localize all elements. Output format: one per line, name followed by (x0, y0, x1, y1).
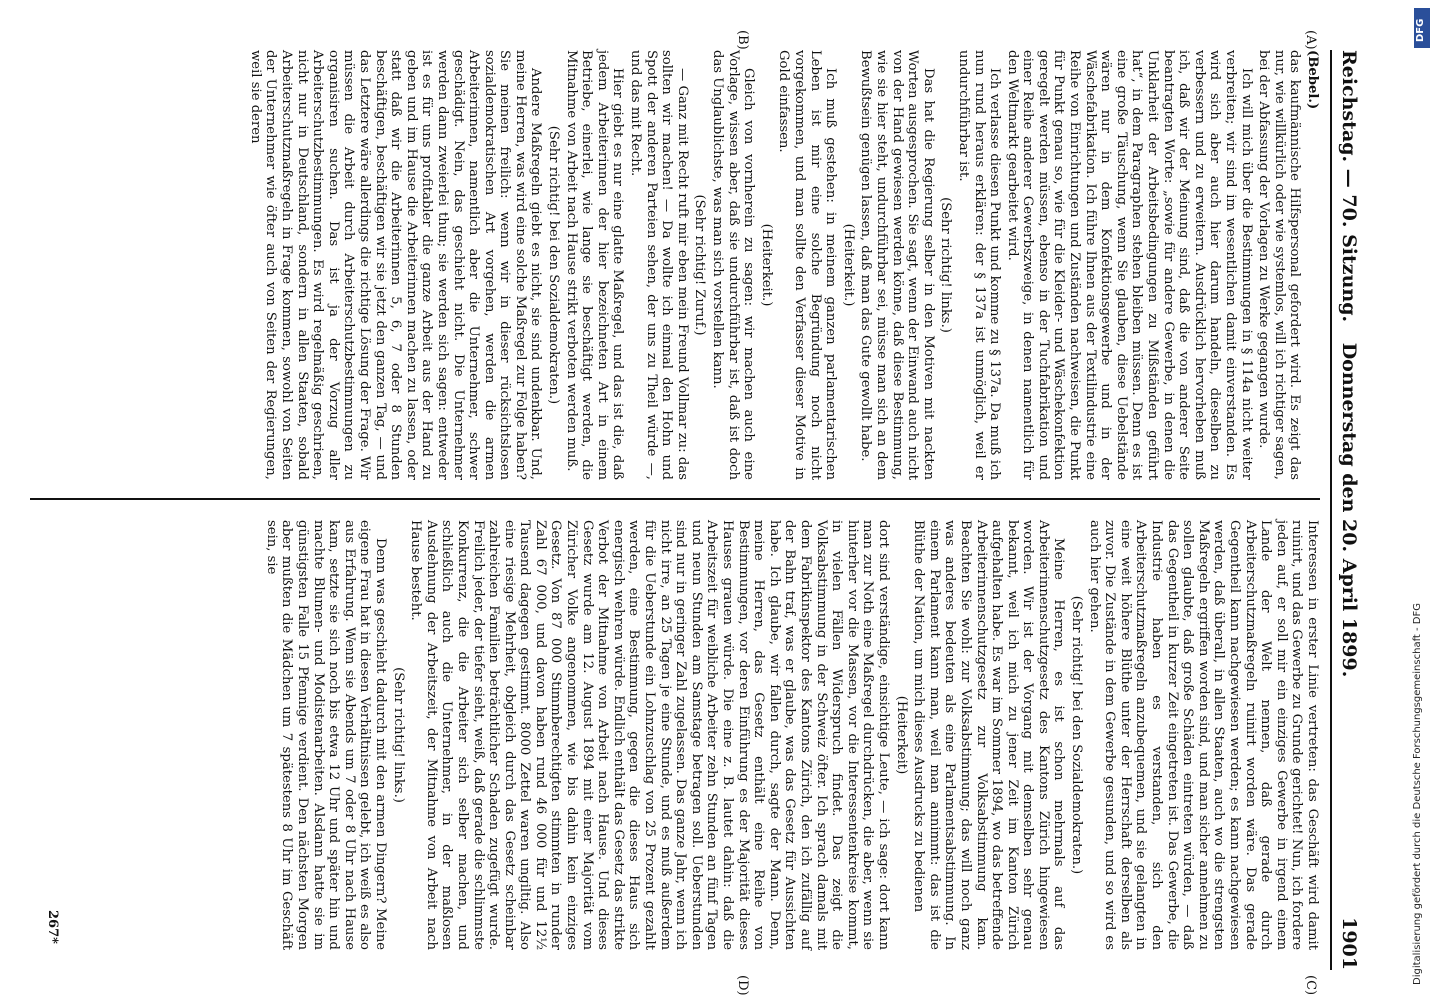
paragraph: Denn was geschieht dadurch mit den armen Dingern? Meine eigene Frau hat in diesen Verhältnissen gelebt, ich weiß es also aus Erfahrung. Wenn sie Abends um 7 oder 8 Uhr nach Hause kam, setzte sie sich noch bis etwa 12 Uhr und später hin und machte Blumen- und Modistenarbeiten. Alsdann hatte sie im günstigsten Falle 15 Pfennige verdient. Den nächsten Morgen aber mußten die Mädchen um 7 spätestens 8 Uhr im Geschäft sein, sie (263, 520, 388, 950)
margin-mark-a: (A) (1303, 30, 1318, 50)
interjection: (Heiterkeit.) (840, 223, 856, 307)
margin-mark-b: (B) (735, 30, 750, 50)
column-divider (30, 498, 1320, 500)
sidebar-credit (1410, 10, 1432, 990)
speaker-label: (Bebel.) (1305, 50, 1320, 110)
interjection: (Sehr richtig! bei den Sozialdemokraten.) (546, 125, 562, 405)
interjection: (Sehr richtig! links.) (390, 667, 406, 803)
paragraph: Ich muß gestehen: in meinem ganzen parlamentarischen Leben ist mir eine solche Begründung noch nicht vorgekommen, und man sollte den Verfasser dieser Motive in Gold einfassen. (776, 50, 839, 480)
dfg-logo-text: DFG (1415, 18, 1426, 42)
text-column-left (245, 50, 1320, 480)
digitization-credit: Digitalisierung gefördert durch die Deutsche Forschungsgemeinschaft - DFG (1412, 602, 1423, 985)
paragraph: Hier giebt es nur eine glatte Maßregel, und das ist die, daß jedem Arbeiterinnen der hier bezeichneten Art in einem Betriebe, einerlei, wie lange sie beschäftigt werden, die Mitnahme von Arbeit nach Hause strikt verboten werden muß. (563, 50, 626, 480)
paragraph: Interessen in erster Linie vertreten: das Geschäft wird damit ruinirt, und das Gewerbe zu Grunde gerichtet! Nun, ich fordere jeden auf, er soll mir ein einziges Gewerbe in irgend einem Lande der Welt nennen, daß gerade durch Arbeiterschutzmaßregeln ruinirt worden wäre. Das gerade Gegentheil kann nachgewiesen werden; es kann nachgewiesen werden, daß überall, in allen Staaten, auch wo die strengsten Maßregeln ergriffen worden sind, und man sicher annehmen zu sollen glaubte, daß große Schäden eintreten würden, — daß das Gegentheil in kurzer Zeit eingetreten ist. Das Gewerbe, die Industrie haben es verstanden, sich den Arbeiterschutzmaßregeln anzubequemen, und sie gelangten in eine weit höhere Blüthe unter der Herrschaft derselben als zuvor. Die Zustände in dem Gewerbe gesunden, und so wird es auch hier gehen. (1086, 520, 1320, 950)
interjection: (Sehr richtig! bei den Sozialdemokraten.) (1069, 595, 1085, 875)
interjection: (Sehr richtig! links.) (938, 197, 954, 333)
interjection: (Heiterkeit.) (758, 223, 774, 307)
header-date: Donnerstag den 20. April 1899. (1338, 342, 1360, 678)
margin-mark-c: (C) (1303, 975, 1318, 996)
header-left: Reichstag. — 70. Sitzung. (1338, 50, 1360, 323)
margin-mark-d: (D) (735, 975, 750, 996)
paragraph: Gleich von vornherein zu sagen: wir machen auch eine Vorlage, wissen aber, daß sie undurchführbar ist, daß ist doch das Unglaublichste, was man sich vorstellen kann. (710, 50, 757, 480)
text-column-right (261, 520, 1320, 950)
footer-mark: 267* (45, 910, 60, 944)
interjection: (Sehr richtig! Zuruf.) (692, 194, 708, 336)
paragraph: Das hat die Regierung selber in den Motiven mit nackten Worten ausgesprochen. Sie sagt, wenn der Einwand auch nicht von der Hand gewiesen werden könne, daß diese Bestimmung, wie sie hier steht, undurchführbar sei, müsse man sich an dem Bewußtsein genügen lassen, daß man das Gute gewollt habe. (858, 50, 936, 480)
header-rule (1330, 50, 1332, 970)
interjection: (Heiterkeit) (893, 695, 909, 775)
paragraph: Ich will mich über die Bestimmungen in § 114a nicht weiter verbreiten; wir sind im wesentlichen damit einverstanden. Es wird sich aber auch hier darum handeln, dieselben zu verbessern und zu erweitern. Ausdrücklich hervorheben muß ich, daß wir der Meinung sind, daß die von anderer Seite beantragten Worte: „sowie für andere Gewerbe, in denen die Unklarheit der Arbeitsbedingungen zu Mißständen geführt hat“, in dem Paragraphen stehen bleiben müssen. Denn es ist eine große Täuschung, wenn Sie glauben, diese Uebelstände wären nur in dem Konfektionsgewerbe und in der Wäschefabrikation. Ich führe Ihnen aus der Textilindustrie eine Reihe von Einrichtungen und Zuständen nachweisen, die Punkt für Punkt genau so, wie für die Kleider- und Wäschekonfektion geregelt werden müssen, ebenso in der Tuchfabrikation und einer Reihe anderer Gewerbszweige, in denen namentlich für den Weltmarkt gearbeitet wird. (1004, 50, 1254, 480)
paragraph: — Ganz mit Recht ruft mir eben mein Freund Vollmar zu: das sollten wir machen! — Da wollte ich einmal den Hohn und Spott der anderen Parteien sehen, der uns zu Theil würde —, und das mit Recht. (628, 50, 690, 480)
paragraph: Andere Maßregeln giebt es nicht, sie sind undenkbar. Und, meine Herren, was wird eine solche Maßregel zur Folge haben? Sie meinen freilich: wenn wir in dieser rücksichtslosen sozialdemokratischen Art vorgehen, werden die armen Arbeiterinnen, namentlich aber die Unternehmer, schwer geschädigt. Nein, das geschieht nicht. Die Unternehmer werden dann zweierlei thun; sie werden sich sagen: entweder ist es für uns profitabler die ganze Arbeit aus der Hand zu geben und im Hause die Arbeiterinnen machen zu lassen, oder statt daß wir die Arbeiterinnen 5, 6, 7 oder 8 Stunden beschäftigen, beschäftigen wir sie jetzt den ganzen Tag, — und das Letztere wäre allerdings die richtige Lösung der Frage. Wir müssen die Arbeit durch Arbeiterschutzbestimmungen zu organisiren suchen. Das ist ja der Vorzug aller Arbeiterschutzbestimmungen. Es wird regelmäßig geschrieen, nicht nur in Deutschland, sondern in allen Staaten, sobald Arbeiterschutzmaßregeln in Frage kommen, sowohl von Seiten der Unternehmer wie öfter auch von Seiten der Regierungen, weil sie deren (247, 50, 544, 480)
paragraph: Meine Herren, es ist schon mehrmals auf das Arbeiterinnenschutzgesetz des Kantons Zürich hingewiesen worden. Wir ist der Vorgang mit demselben sehr genau bekannt, weil ich mich zu jener Zeit im Kanton Zürich aufgehalten habe. Es war im Sommer 1894, wo das betreffende Arbeiterinnenschutzgesetz zur Volksabstimmung kam. Beachten Sie wohl: zur Volksabstimmung; das will noch ganz was anderes bedeuten als eine Parlamentsabstimmung. In einem Parlament kann man, weil man annimmt: das ist die Blüthe der Nation, um mich dieses Ausdrucks zu bedienen (911, 520, 1067, 950)
page-header (1330, 50, 1360, 970)
paragraph: dort sind verständige, einsichtige Leute, — ich sage: dort kann man zur Noth eine Maßregel durchdrücken, die aber, wenn sie hinterher vor die Massen, vor die Interessentenkreise kommt, in vielen Fällen Widerspruch findet. Das zeigt die Volksabstimmung in der Schweiz öfter. Ich sprach damals mit dem Fabrikinspektor des Kantons Zürich, den ich zufällig auf der Bahn traf, was er glaube, was das Gesetz für Aussichten habe. Ich glaube, wir fallen durch, sagte der Mann. Denn, meine Herren, das Gesetz enthält eine Reihe von Bestimmungen, vor deren Einführung es der Majorität dieses Hauses grauen würde. Die eine z. B. lautet dahin: daß die Arbeitszeit für weibliche Arbeiter zehn Stunden an fünf Tagen und neun Stunden am Samstage betragen soll. Ueberstunden sind nur in geringer Zahl zugelassen. Das ganze Jahr, wenn ich nicht irre, an 25 Tagen je eine Stunde, und es muß außerdem für die Ueberstunde ein Lohnzuschlag von 25 Prozent gezahlt werden, eine Bestimmung, gegen die dieses Haus sich energisch wehren würde. Endlich enthält das Gesetz das strikte Verbot der Mitnahme von Arbeit nach Hause. Und dieses Gesetz wurde am 12. August 1894 mit einer Majorität vom Züricher Volke angenommen, wie bis dahin kein einziges Gesetz. Von 87 000 Stimmberechtigten stimmten in runder Zahl 67 000, und davon haben rund 46 000 für und 12½ Tausend dagegen gestimmt. 8000 Zettel waren ungiltig. Also eine riesige Mehrheit, obgleich durch das Gesetz scheinbar zahlreichen Familien beträchtlicher Schaden zugefügt wurde. Freilich jeder, der tiefer sieht, weiß, daß gerade die schlimmste Konkurrenz, die die Arbeiter sich selber machen, und schließlich auch die Unternehmer, in der maßlosen Ausdehnung der Arbeitszeit, der Mitnahme von Arbeit nach Hause besteht. (408, 520, 891, 950)
paragraph: das kaufmännische Hilfspersonal gefordert wird. Es zeigt das nur, wie willkürlich oder wie systemlos, will ich richtiger sagen, bei der Abfassung der Vorlagen zu Werke gegangen wurde. (1256, 50, 1303, 480)
page-number: 1901 (1338, 917, 1360, 970)
paragraph: Ich verlasse diesen Punkt und komme zu § 137a. Da muß ich nun rund heraus erklären: der § 137a ist unmöglich, weil er undurchführbar ist. (955, 50, 1003, 480)
